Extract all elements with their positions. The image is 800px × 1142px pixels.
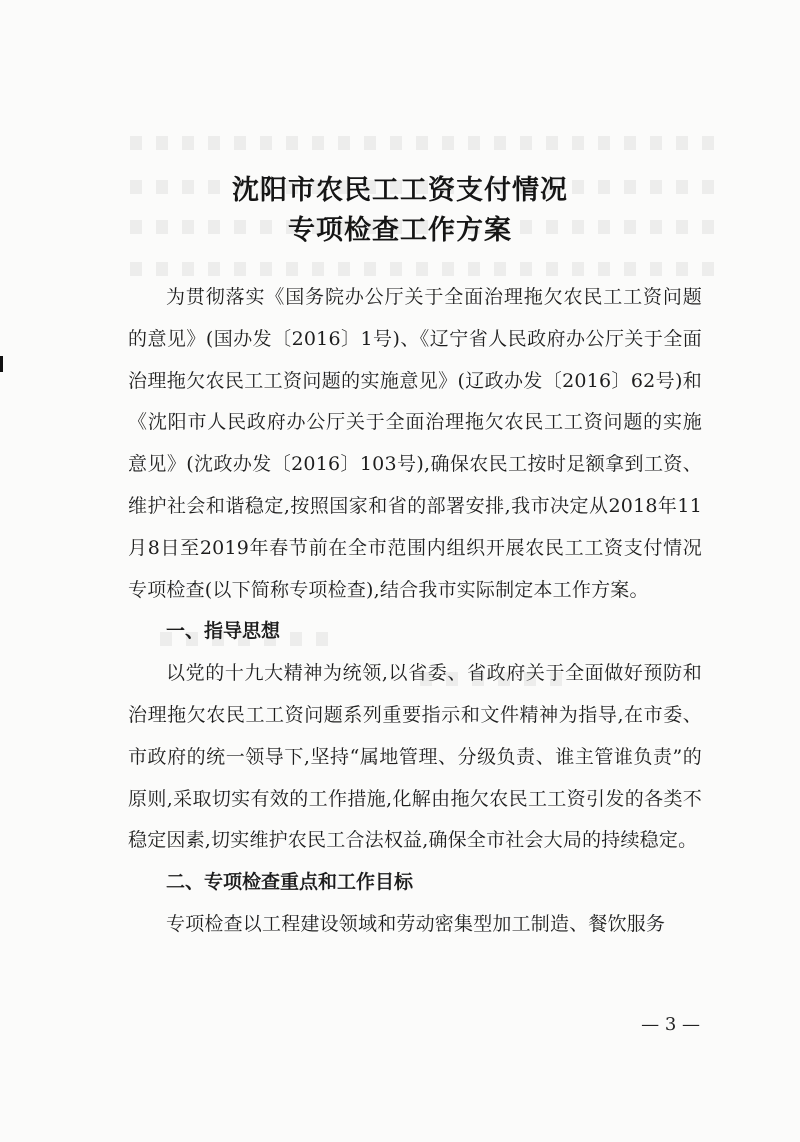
inspection-focus-paragraph: 专项检查以工程建设领域和劳动密集型加工制造、餐饮服务 xyxy=(166,912,666,935)
show-through-line xyxy=(130,262,720,276)
document-title-line-1: 沈阳市农民工工资支付情况 xyxy=(232,175,568,206)
section-heading-guiding-ideology: 一、指导思想 xyxy=(166,620,281,643)
intro-paragraph: 为贯彻落实《国务院办公厅关于全面治理拖欠农民工工资问题的意见》(国办发〔2016〕1号)、《辽宁省人民政府办公厅关于全面治理拖欠农民工工资问题的实施意见》(辽政办发〔2016〕62号)和《沈阳市人民政府办公厅关于全面治理拖欠农民工工资问题的实施意见》(沈政办发〔2016〕103号),确保农民工按时足额拿到工资、维护社会和谐稳定,按照国家和省的部署安排,我市决定从2018年11月8日至2019年春节前在全市范围内组织开展农民工工资支付情况专项检查(以下简称专项检查),结合我市实际制定本工作方案。 xyxy=(128,286,702,601)
scan-edge-mark xyxy=(0,356,3,372)
document-body xyxy=(128,277,702,946)
page-number: — 3 — xyxy=(641,1014,700,1035)
guiding-ideology-paragraph: 以党的十九大精神为统领,以省委、省政府关于全面做好预防和治理拖欠农民工工资问题系列重要指示和文件精神为指导,在市委、市政府的统一领导下,坚持“属地管理、分级负责、谁主管谁负责”的原则,采取切实有效的工作措施,化解由拖欠农民工工资引发的各类不稳定因素,切实维护农民工合法权益,确保全市社会大局的持续稳定。 xyxy=(128,662,702,852)
document-title-line-2: 专项检查工作方案 xyxy=(288,215,512,246)
show-through-line xyxy=(130,136,720,150)
section-heading-inspection-focus: 二、专项检查重点和工作目标 xyxy=(166,871,414,894)
